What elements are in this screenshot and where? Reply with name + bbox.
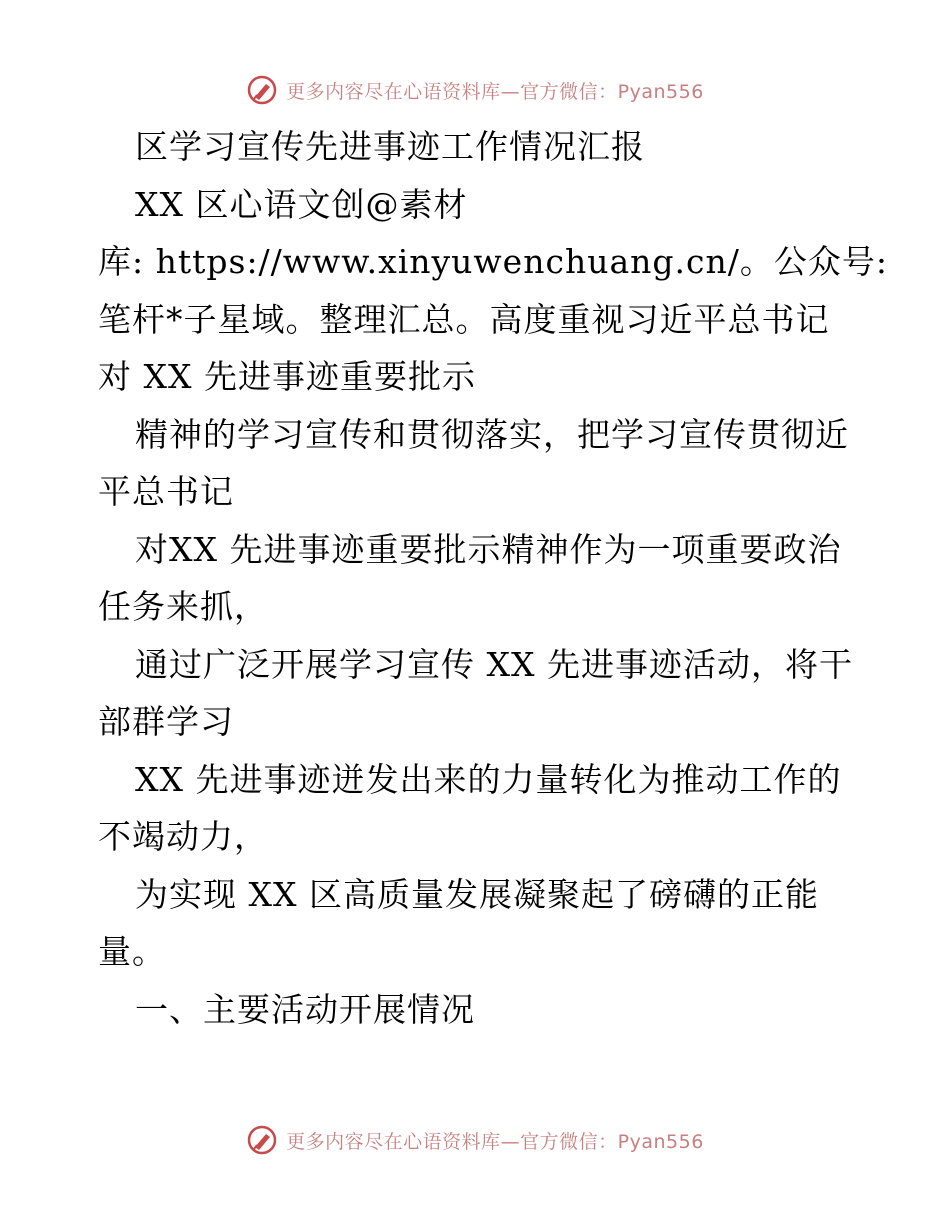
document-body bbox=[98, 118, 888, 1038]
doc-line: 对XX 先进事迹重要批示精神作为一项重要政治 bbox=[135, 529, 842, 569]
doc-line: 为实现 XX 区高质量发展凝聚起了磅礴的正能 bbox=[135, 874, 819, 914]
watermark-text: 更多内容尽在心语资料库—官方微信：Pyan556 bbox=[286, 80, 704, 103]
doc-line: 对 XX 先进事迹重要批示 bbox=[98, 357, 476, 396]
doc-line: XX 区心语文创@素材 bbox=[135, 184, 468, 224]
doc-line: 不竭动力， bbox=[98, 817, 268, 856]
header-watermark bbox=[0, 70, 950, 110]
doc-line: 库: https://www.xinyuwenchuang.cn/。公众号: bbox=[98, 242, 888, 281]
doc-line: 精神的学习宣传和贯彻落实，把学习宣传贯彻近 bbox=[135, 414, 849, 454]
footer-watermark bbox=[0, 1120, 950, 1160]
doc-line: 任务来抓， bbox=[98, 587, 268, 626]
doc-line: 笔杆*子星域。整理汇总。高度重视习近平总书记 bbox=[98, 299, 830, 339]
doc-title: 区学习宣传先进事迹工作情况汇报 bbox=[135, 127, 645, 166]
doc-line: 量。 bbox=[98, 932, 166, 971]
watermark-text: 更多内容尽在心语资料库—官方微信：Pyan556 bbox=[286, 1130, 704, 1153]
pen-logo-icon bbox=[246, 74, 278, 106]
pen-logo-icon bbox=[246, 1124, 278, 1156]
section-heading: 一、主要活动开展情况 bbox=[135, 989, 475, 1029]
doc-line: 通过广泛开展学习宣传 XX 先进事迹活动，将干 bbox=[135, 644, 853, 684]
doc-line: 平总书记 bbox=[98, 472, 234, 511]
doc-line: 部群学习 bbox=[98, 702, 234, 741]
doc-line: XX 先进事迹迸发出来的力量转化为推动工作的 bbox=[135, 759, 842, 799]
